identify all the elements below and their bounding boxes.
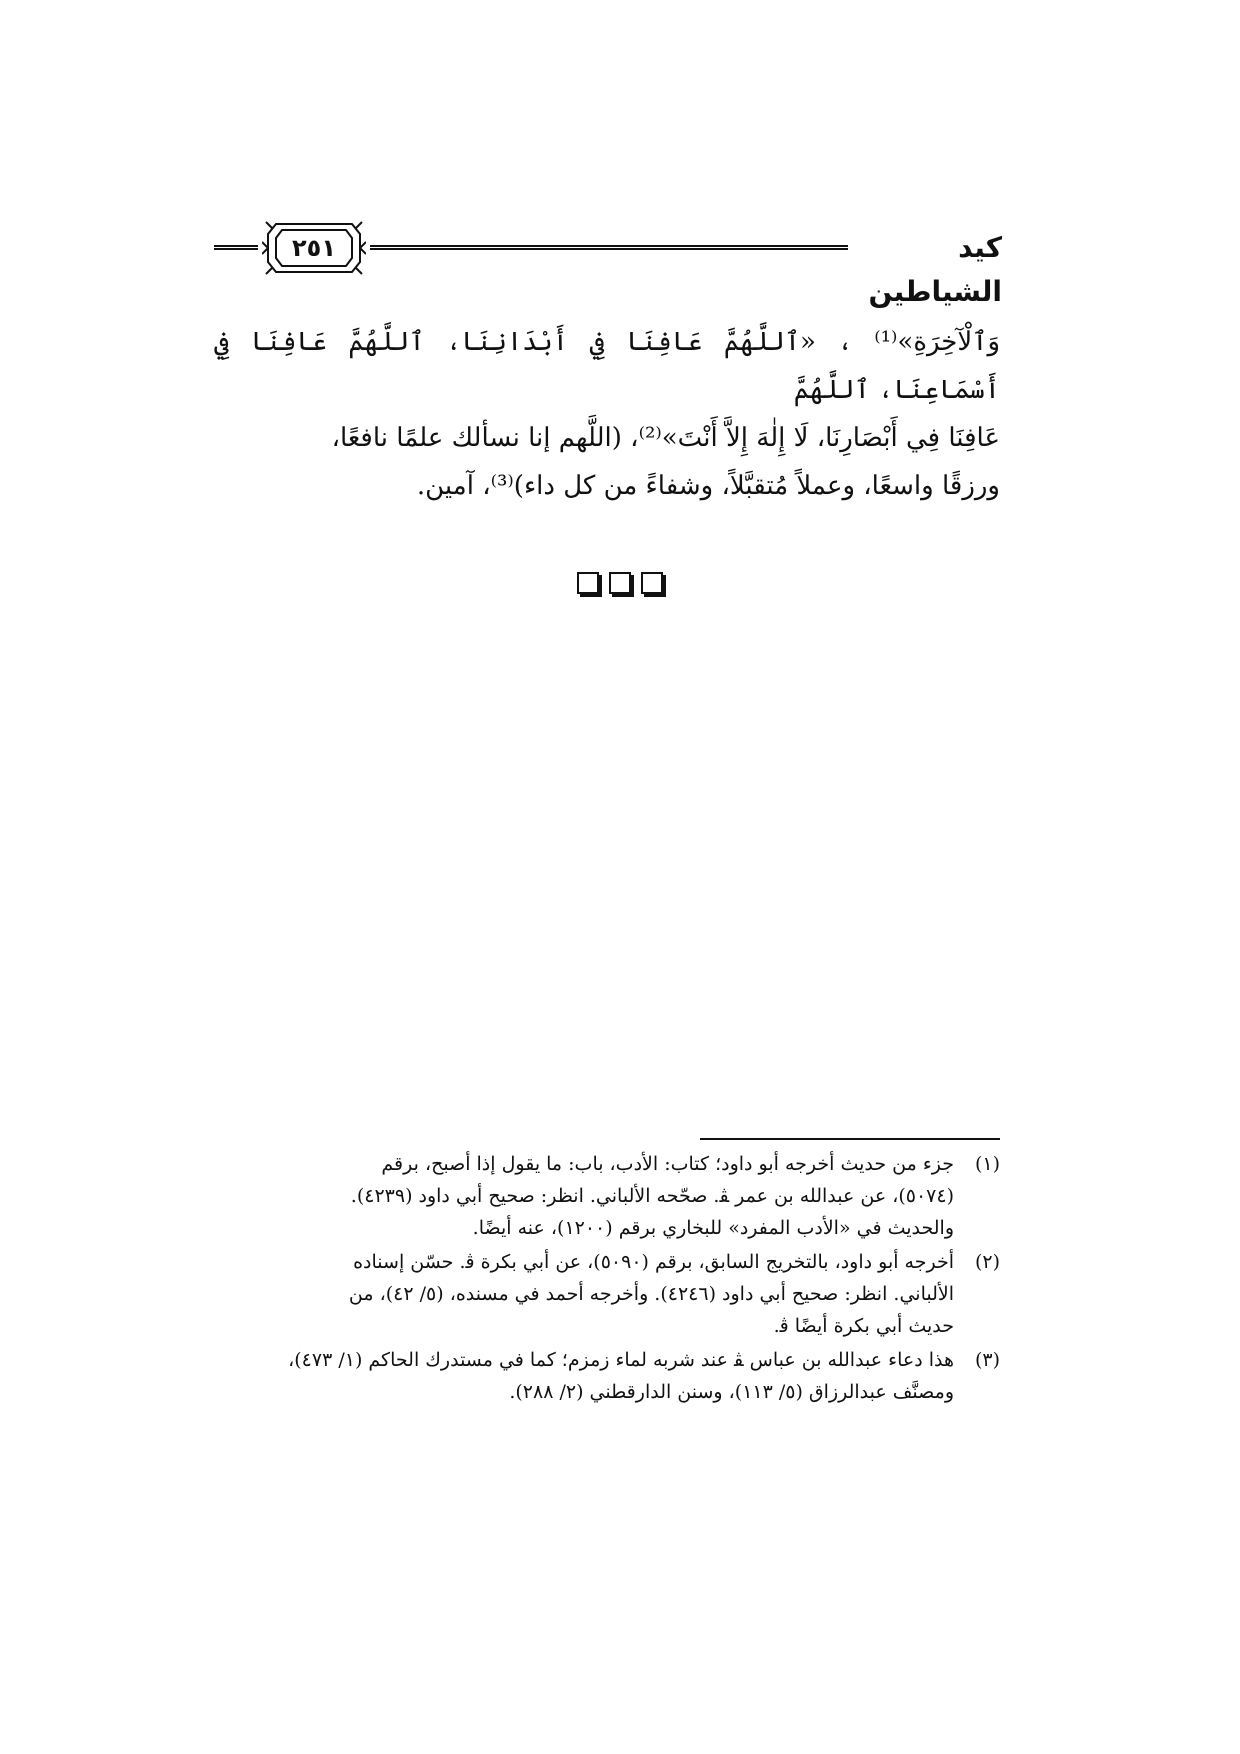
footnote-text (214, 1246, 954, 1342)
footnote-line: هذا دعاء عبدالله بن عباس ﭭ عند شربه لماء زمزم؛ كما في مستدرك الحاكم (١/ ٤٧٣)، (288, 1349, 954, 1371)
footnote-number: (١) (974, 1153, 1000, 1175)
main-paragraph (214, 318, 1000, 510)
footnote (214, 1344, 1000, 1408)
page-number: ٢٥١ (292, 234, 336, 262)
footnote-line: حديث أبي بكرة أيضًا ﭬ. (773, 1315, 954, 1337)
body-line: وَٱلْآخِرَةِ»⁽¹⁾ ، «ٱللَّهُمَّ عَافِنَا فِي أَبْدَانِنَا، ٱللَّهُمَّ عَافِنَا فِي أَسْمَاعِنَا، ٱللَّهُمَّ (214, 327, 1000, 405)
body-line: ورزقًا واسعًا، وعملاً مُتقبَّلاً، وشفاءً من كل داء)⁽³⁾، آمين. (416, 471, 1000, 501)
footnote (214, 1148, 1000, 1244)
header-rule-left (214, 245, 258, 250)
footnote-text (214, 1344, 954, 1408)
running-title: كيد الشياطين (868, 231, 1002, 308)
footnote-rule (700, 1138, 1000, 1140)
page-number-ornament (262, 216, 366, 280)
footnote-text (214, 1148, 954, 1244)
section-separator (0, 572, 1240, 602)
footnote-line: الألباني. انظر: صحيح أبي داود (٤٢٤٦). وأخرجه أحمد في مسنده، (٥/ ٤٢)، من (348, 1283, 954, 1305)
footnotes (214, 1148, 1000, 1410)
footnote-line: (٥٠٧٤)، عن عبدالله بن عمر ﭭ. صحّحه الألباني. انظر: صحيح أبي داود (٤٢٣٩). (350, 1185, 954, 1207)
footnote-line: أخرجه أبو داود، بالتخريج السابق، برقم (٥٠٩٠)، عن أبي بكرة ﭬ. حسّن إسناده (353, 1251, 954, 1273)
footnote-line: والحديث في «الأدب المفرد» للبخاري برقم (١٢٠٠)، عنه أيضًا. (472, 1217, 954, 1239)
footnote-line: ومصنَّف عبدالرزاق (٥/ ١١٣)، وسنن الدارقطني (٢/ ٢٨٨). (509, 1381, 954, 1403)
footnote (214, 1246, 1000, 1342)
square-ornament-icon (609, 572, 631, 594)
footnote-number: (٣) (974, 1349, 1000, 1371)
square-ornament-icon (577, 572, 599, 594)
header-rule-right (370, 245, 848, 250)
body-line: عَافِنَا فِي أَبْصَارِنَا، لَا إِلٰهَ إِلاَّ أَنْتَ»⁽²⁾، (اللَّهم إنا نسألك علمًا نافعًا، (331, 423, 1000, 453)
footnote-number: (٢) (974, 1251, 1000, 1273)
footnote-line: جزء من حديث أخرجه أبو داود؛ كتاب: الأدب، باب: ما يقول إذا أصبح، برقم (381, 1153, 954, 1175)
square-ornament-icon (641, 572, 663, 594)
page-header (214, 216, 1002, 308)
